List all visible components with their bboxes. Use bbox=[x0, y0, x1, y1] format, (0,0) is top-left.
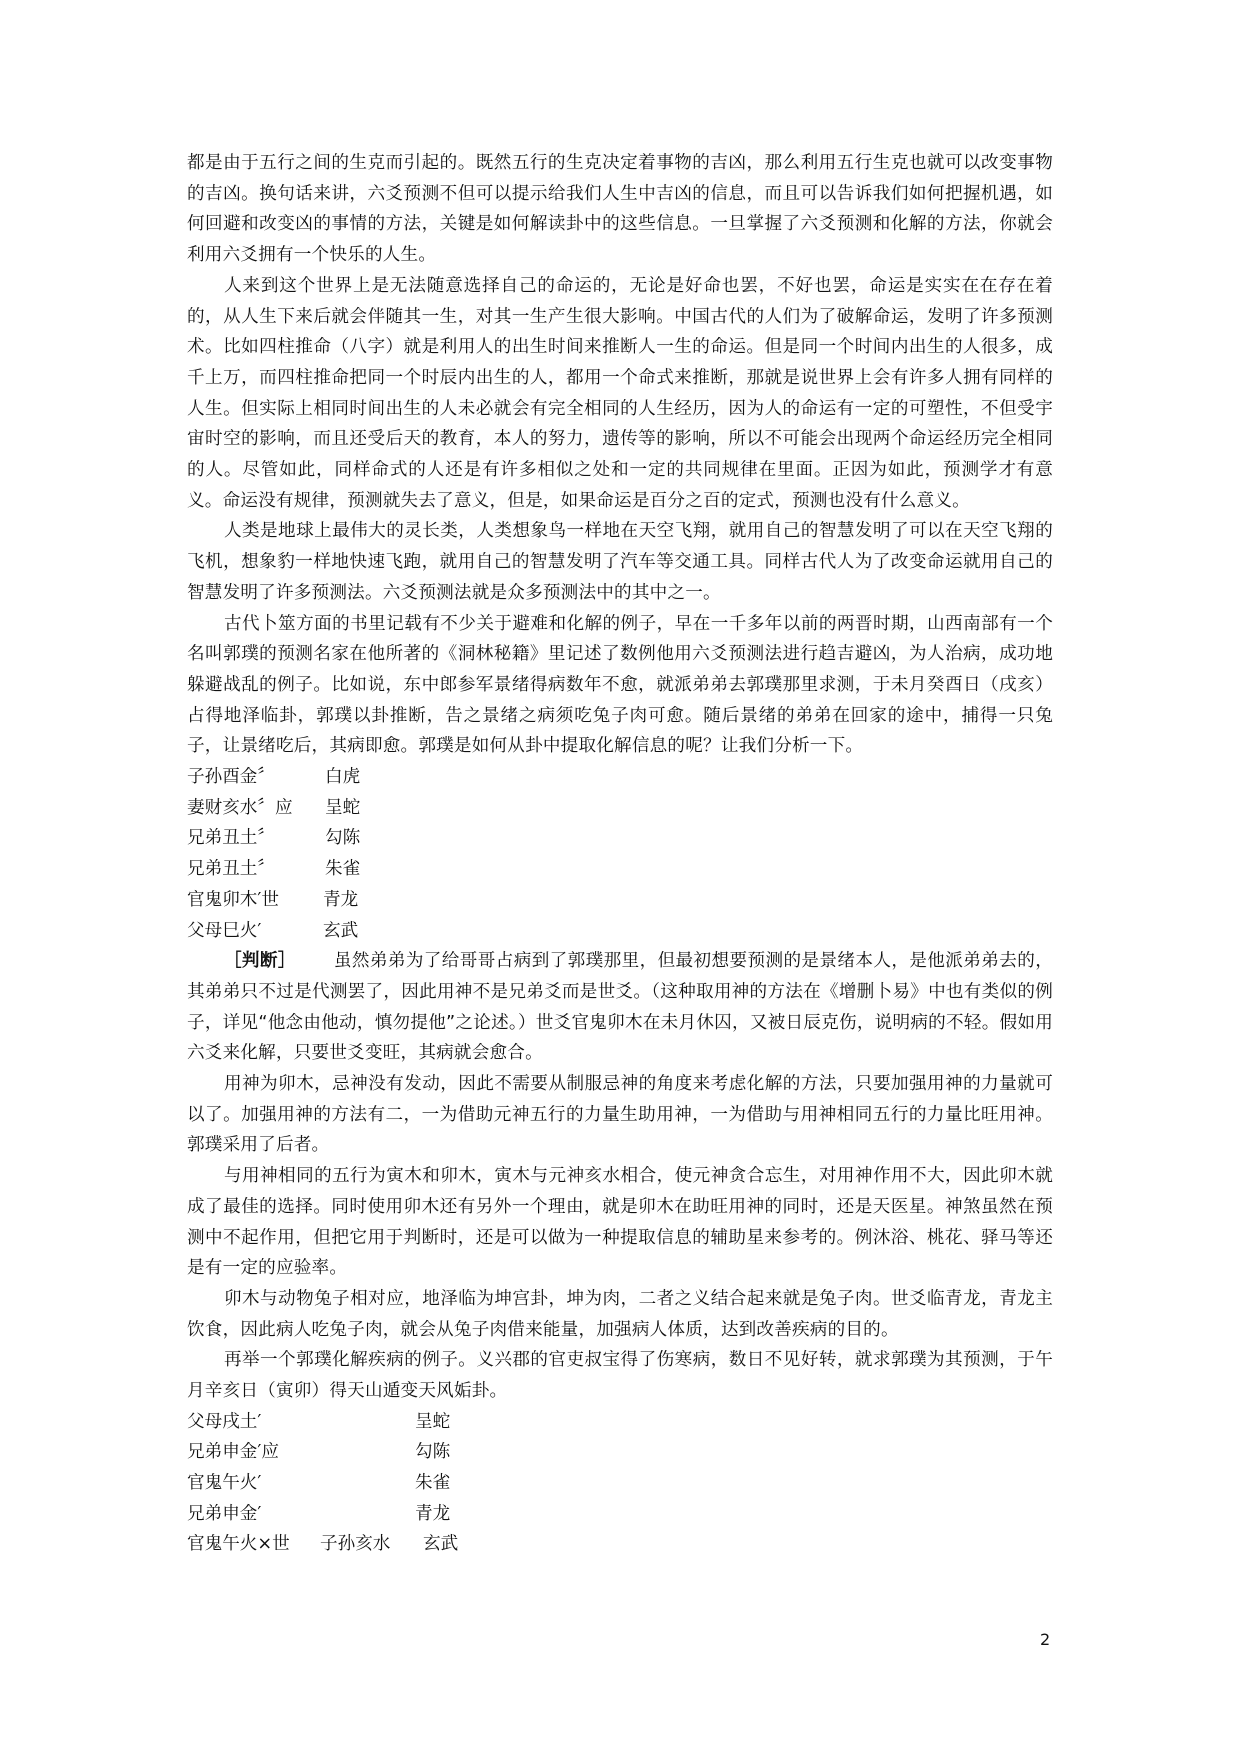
hexagram-table-2 bbox=[187, 1407, 1053, 1560]
paragraph: 都是由于五行之间的生克而引起的。既然五行的生克决定着事物的吉凶，那么利用五行生克也就可以改变事物的吉凶。换句话来讲，六爻预测不但可以提示给我们人生中吉凶的信息，而且可以告诉我们如何把握机遇，如何回避和改变凶的事情的方法，关键是如何解读卦中的这些信息。一旦掌握了六爻预测和化解的方法，你就会利用六爻拥有一个快乐的人生。 bbox=[187, 153, 1053, 266]
hexagram-table-1 bbox=[187, 762, 1053, 946]
paragraph: 再举一个郭璞化解疾病的例子。义兴郡的官吏叔宝得了伤寒病，数日不见好转，就求郭璞为其预测，于午月辛亥日（寅卯）得天山遁变天风姤卦。 bbox=[187, 1350, 1053, 1402]
hexagram-line: 父母戌土′ 呈蛇 bbox=[187, 1411, 451, 1432]
paragraph: 与用神相同的五行为寅木和卯木，寅木与元神亥水相合，使元神贪合忘生，对用神作用不大，因此卯木就成了最佳的选择。同时使用卯木还有另外一个理由，就是卯木在助旺用神的同时，还是天医星。神煞虽然在预测中不起作用，但把它用于判断时，还是可以做为一种提取信息的辅助星来参考的。例沐浴、桃花、驿马等还是有一定的应验率。 bbox=[187, 1166, 1053, 1279]
hexagram-line: 父母巳火′ 玄武 bbox=[187, 920, 359, 941]
hexagram-line: 子孙酉金〞 白虎 bbox=[187, 767, 361, 788]
page-number: 2 bbox=[1040, 1630, 1051, 1649]
paragraph: 人来到这个世界上是无法随意选择自己的命运的，无论是好命也罢，不好也罢，命运是实实在在存在着的，从人生下来后就会伴随其一生，对其一生产生很大影响。中国古代的人们为了破解命运，发明了许多预测术。比如四柱推命（八字）就是利用人的出生时间来推断人一生的命运。但是同一个时间内出生的人很多，成千上万，而四柱推命把同一个时辰内出生的人，都用一个命式来推断，那就是说世界上会有许多人拥有同样的人生。但实际上相同时间出生的人未必就会有完全相同的人生经历，因为人的命运有一定的可塑性，不但受宇宙时空的影响，而且还受后天的教育，本人的努力，遗传等的影响，所以不可能会出现两个命运经历完全相同的人。尽管如此，同样命式的人还是有许多相似之处和一定的共同规律在里面。正因为如此，预测学才有意义。命运没有规律，预测就失去了意义，但是，如果命运是百分之百的定式，预测也没有什么意义。 bbox=[187, 275, 1053, 511]
judgment-label: ［判断］ bbox=[223, 951, 296, 972]
hexagram-line: 兄弟丑土〞 勾陈 bbox=[187, 828, 361, 849]
judgment-paragraph bbox=[187, 946, 1053, 1069]
hexagram-line: 妻财亥水〞应 呈蛇 bbox=[187, 797, 361, 818]
paragraph: 卯木与动物兔子相对应，地泽临为坤宫卦，坤为肉，二者之义结合起来就是兔子肉。世爻临青龙，青龙主饮食，因此病人吃兔子肉，就会从兔子肉借来能量，加强病人体质，达到改善疾病的目的。 bbox=[187, 1288, 1053, 1340]
hexagram-line: 兄弟申金′应 勾陈 bbox=[187, 1442, 451, 1463]
paragraph: 用神为卯木，忌神没有发动，因此不需要从制服忌神的角度来考虑化解的方法，只要加强用神的力量就可以了。加强用神的方法有二，一为借助元神五行的力量生助用神，一为借助与用神相同五行的力量比旺用神。郭璞采用了后者。 bbox=[187, 1074, 1053, 1156]
hexagram-line: 官鬼午火×世 子孙亥水 玄武 bbox=[187, 1534, 459, 1555]
hexagram-line: 官鬼卯木′世 青龙 bbox=[187, 889, 359, 910]
page-content bbox=[187, 148, 1053, 1560]
hexagram-line: 官鬼午火′ 朱雀 bbox=[187, 1473, 451, 1494]
hexagram-line: 兄弟丑土〞 朱雀 bbox=[187, 859, 361, 880]
judgment-text: 虽然弟弟为了给哥哥占病到了郭璞那里，但最初想要预测的是景绪本人，是他派弟弟去的，其弟弟只不过是代测罢了，因此用神不是兄弟爻而是世爻。（这种取用神的方法在《增删卜易》中也有类似的例子，详见“他念由他动，慎勿提他”之论述。）世爻官鬼卯木在未月休囚，又被日辰克伤，说明病的不轻。假如用六爻来化解，只要世爻变旺，其病就会愈合。 bbox=[187, 951, 1053, 1064]
paragraph: 古代卜筮方面的书里记载有不少关于避难和化解的例子，早在一千多年以前的两晋时期，山西南部有一个名叫郭璞的预测名家在他所著的《洞林秘籍》里记述了数例他用六爻预测法进行趋吉避凶，为人治病，成功地躲避战乱的例子。比如说，东中郎参军景绪得病数年不愈，就派弟弟去郭璞那里求测，于未月癸酉日（戌亥）占得地泽临卦，郭璞以卦推断，告之景绪之病须吃兔子肉可愈。随后景绪的弟弟在回家的途中，捕得一只兔子，让景绪吃后，其病即愈。郭璞是如何从卦中提取化解信息的呢？让我们分析一下。 bbox=[187, 613, 1053, 757]
paragraph: 人类是地球上最伟大的灵长类，人类想象鸟一样地在天空飞翔，就用自己的智慧发明了可以在天空飞翔的飞机，想象豹一样地快速飞跑，就用自己的智慧发明了汽车等交通工具。同样古代人为了改变命运就用自己的智慧发明了许多预测法。六爻预测法就是众多预测法中的其中之一。 bbox=[187, 521, 1053, 603]
hexagram-line: 兄弟申金′ 青龙 bbox=[187, 1503, 451, 1524]
